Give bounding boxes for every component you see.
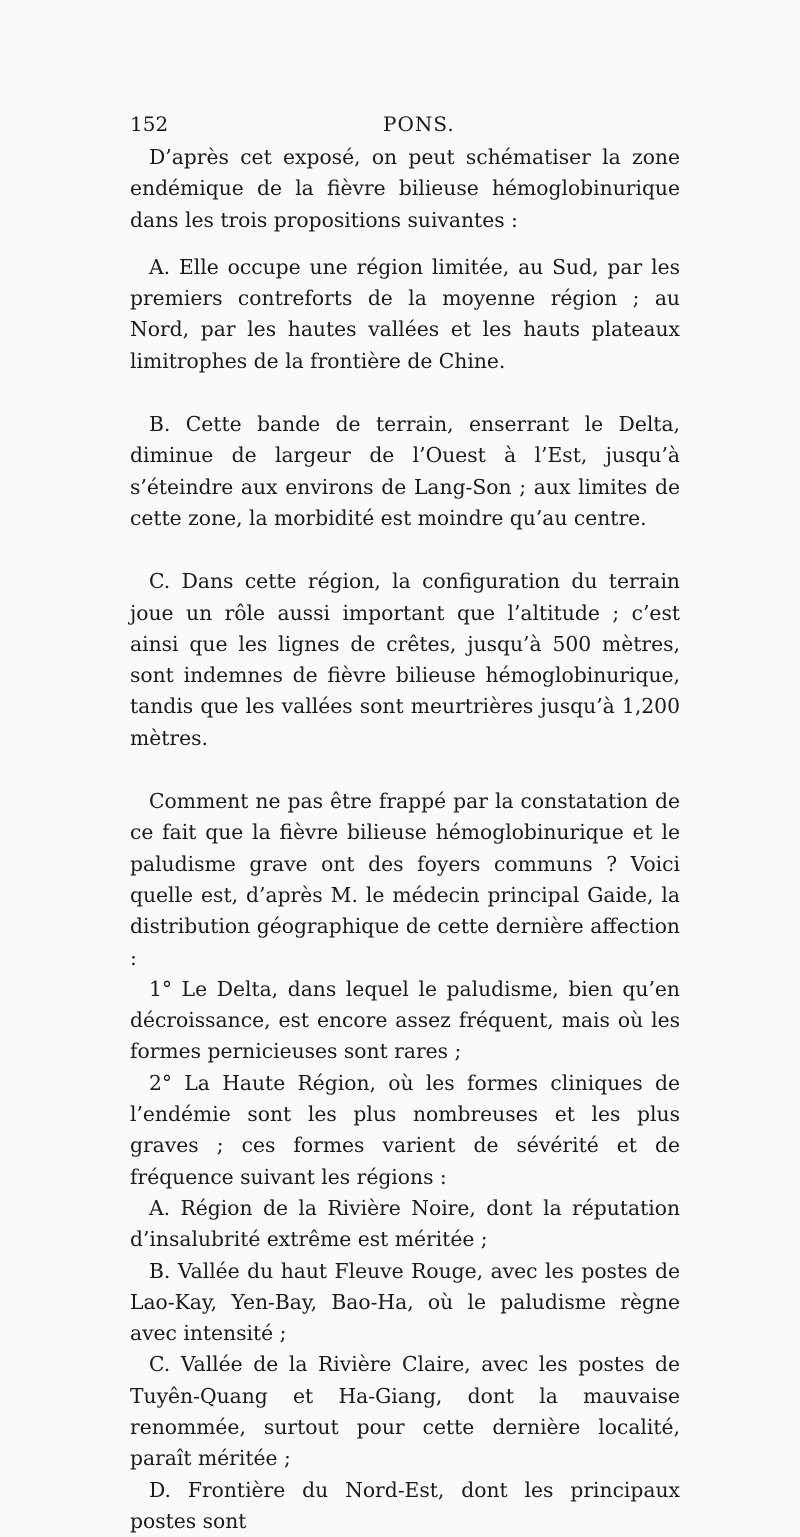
list-item-haute-region: 2° La Haute Région, où les formes cliniques de l’endémie sont les plus nombreuses et les plus graves ; ces formes varient de sévérité et de fréquence suivant les régions : xyxy=(130,1070,680,1189)
paragraph-comparison: Comment ne pas être frappé par la constatation de ce fait que la fièvre bilieuse hémoglobinurique et le paludisme grave ont des foyers communs ? Voici quelle est, d’après M. le médecin principal Gaide, la distribution géographique de cette dernière affection : xyxy=(130,789,680,970)
sub-item-fleuve-rouge: B. Vallée du haut Fleuve Rouge, avec les postes de Lao-Kay, Yen-Bay, Bao-Ha, où le paludisme règne avec intensité ; xyxy=(130,1258,680,1346)
proposition-c: C. Dans cette région, la configuration du terrain joue un rôle aussi important que l’altitude ; c’est ainsi que les lignes de crêtes, jusqu’à 500 mètres, sont indemnes de fièvre bilieuse hémoglobinurique, tandis que les vallées sont meurtrières jusqu’à 1,200 mètres. xyxy=(130,569,680,750)
page-header xyxy=(130,112,668,140)
page-number: 152 xyxy=(130,112,169,136)
sub-item-riviere-claire: C. Vallée de la Rivière Claire, avec les postes de Tuyên-Quang et Ha-Giang, dont la mauvaise renommée, surtout pour cette dernière localité, paraît méritée ; xyxy=(130,1352,680,1471)
sub-item-frontiere-nord-est: D. Frontière du Nord-Est, dont les principaux postes sont xyxy=(130,1477,680,1533)
list-item-delta: 1° Le Delta, dans lequel le paludisme, bien qu’en décroissance, est encore assez fréquent, mais où les formes pernicieuses sont rares ; xyxy=(130,976,680,1064)
sub-item-riviere-noire: A. Région de la Rivière Noire, dont la réputation d’insalubrité extrême est méritée ; xyxy=(130,1195,680,1252)
page-body xyxy=(130,142,680,1537)
proposition-b: B. Cette bande de terrain, enserrant le Delta, diminue de largeur de l’Ouest à l’Est, jusqu’à s’éteindre aux environs de Lang-Son ; aux limites de cette zone, la morbidité est moindre qu’au centre. xyxy=(130,412,680,530)
paragraph-intro: D’après cet exposé, on peut schématiser la zone endémique de la fièvre bilieuse hémoglobinurique dans les trois propositions suivantes : xyxy=(130,145,680,232)
running-head: PONS. xyxy=(383,112,455,136)
proposition-a: A. Elle occupe une région limitée, au Sud, par les premiers contreforts de la moyenne région ; au Nord, par les hautes vallées et les hauts plateaux limitrophes de la frontière de Chine. xyxy=(130,254,680,373)
